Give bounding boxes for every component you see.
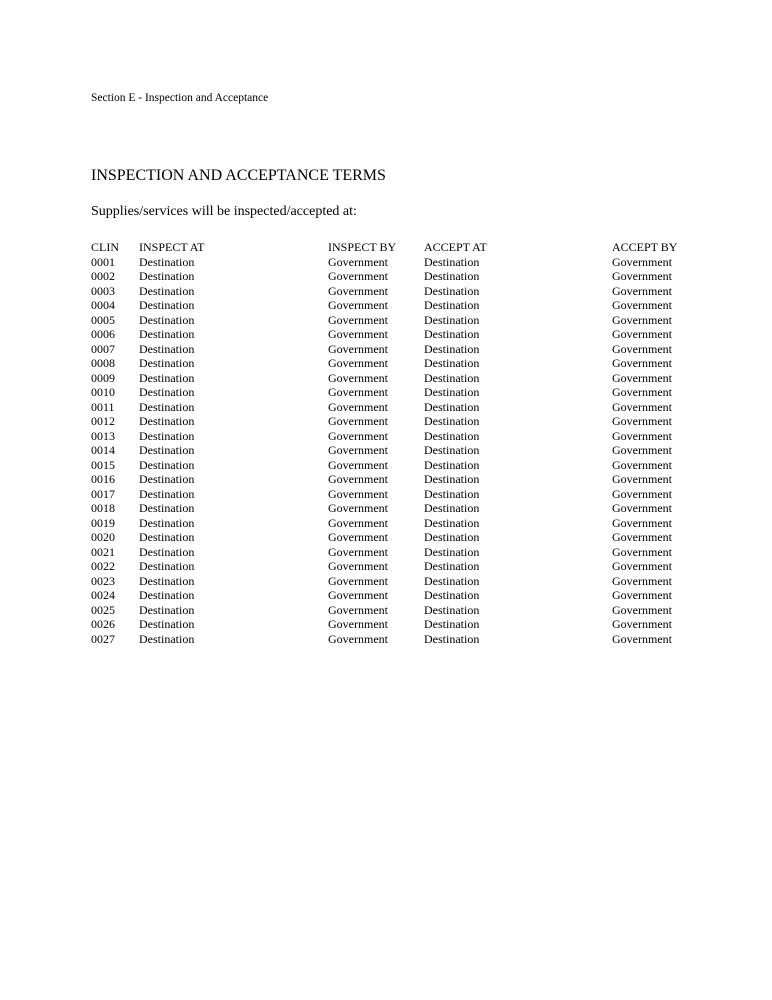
table-cell-accept-at: Destination <box>424 370 480 385</box>
table-cell-inspect-by: Government <box>328 269 388 283</box>
table-cell-inspect-at: Destination <box>139 356 195 370</box>
page-subtitle: Supplies/services will be inspected/accepted at: <box>91 204 357 219</box>
table-cell-inspect-at: Destination <box>139 414 195 428</box>
table-cell-inspect-at: Destination <box>139 530 195 544</box>
table-cell-clin: 0009 <box>91 370 115 385</box>
table-cell-inspect-by: Government <box>328 428 388 443</box>
table-cell-accept-at: Destination <box>424 530 480 544</box>
table-row <box>91 458 711 473</box>
table-cell-inspect-at: Destination <box>139 588 195 602</box>
table-cell-inspect-by: Government <box>328 544 388 559</box>
table-cell-accept-at: Destination <box>424 428 480 443</box>
table-cell-inspect-at: Destination <box>139 428 195 443</box>
table-cell-accept-by: Government <box>612 269 672 283</box>
inspection-acceptance-table <box>91 240 711 646</box>
table-cell-clin: 0001 <box>91 254 115 269</box>
table-cell-inspect-by: Government <box>328 327 388 341</box>
table-cell-inspect-at: Destination <box>139 573 195 588</box>
table-row <box>91 429 711 444</box>
table-cell-clin: 0014 <box>91 443 115 457</box>
table-row <box>91 588 711 603</box>
table-cell-clin: 0017 <box>91 486 115 501</box>
table-cell-accept-by: Government <box>612 617 672 631</box>
table-cell-accept-at: Destination <box>424 559 480 573</box>
table-cell-inspect-by: Government <box>328 501 388 515</box>
table-cell-inspect-by: Government <box>328 602 388 617</box>
table-row <box>91 516 711 531</box>
table-cell-accept-by: Government <box>612 559 672 573</box>
table-row <box>91 632 711 647</box>
section-header: Section E - Inspection and Acceptance <box>91 92 269 104</box>
table-cell-inspect-at: Destination <box>139 312 195 327</box>
table-cell-accept-by: Government <box>612 414 672 428</box>
table-cell-accept-at: Destination <box>424 573 480 588</box>
table-cell-inspect-by: Government <box>328 298 388 312</box>
table-cell-inspect-at: Destination <box>139 631 195 646</box>
table-cell-clin: 0022 <box>91 559 115 573</box>
table-cell-accept-at: Destination <box>424 472 480 486</box>
table-cell-clin: 0025 <box>91 602 115 617</box>
table-row <box>91 284 711 299</box>
table-cell-accept-at: Destination <box>424 631 480 646</box>
table-cell-accept-at: Destination <box>424 399 480 414</box>
table-cell-accept-by: Government <box>612 544 672 559</box>
table-cell-accept-by: Government <box>612 428 672 443</box>
table-row <box>91 400 711 415</box>
table-cell-accept-by: Government <box>612 254 672 269</box>
table-cell-clin: 0003 <box>91 283 115 298</box>
table-cell-inspect-by: Government <box>328 515 388 530</box>
page-title: INSPECTION AND ACCEPTANCE TERMS <box>91 167 386 184</box>
table-cell-inspect-by: Government <box>328 486 388 501</box>
table-cell-clin: 0002 <box>91 269 115 283</box>
table-cell-accept-at: Destination <box>424 414 480 428</box>
table-cell-inspect-by: Government <box>328 399 388 414</box>
table-cell-inspect-at: Destination <box>139 486 195 501</box>
table-cell-inspect-at: Destination <box>139 515 195 530</box>
table-row <box>91 559 711 574</box>
table-cell-accept-by: Government <box>612 588 672 602</box>
table-cell-accept-at: Destination <box>424 312 480 327</box>
table-cell-accept-at: Destination <box>424 298 480 312</box>
table-row <box>91 327 711 342</box>
table-cell-inspect-at: Destination <box>139 457 195 472</box>
table-cell-accept-by: Government <box>612 399 672 414</box>
table-cell-clin: 0012 <box>91 414 115 428</box>
table-row <box>91 545 711 560</box>
table-row <box>91 385 711 400</box>
table-cell-inspect-at: Destination <box>139 327 195 341</box>
table-cell-inspect-by: Government <box>328 559 388 573</box>
table-cell-inspect-at: Destination <box>139 559 195 573</box>
table-cell-inspect-by: Government <box>328 617 388 631</box>
table-cell-inspect-at: Destination <box>139 617 195 631</box>
table-cell-clin: 0020 <box>91 530 115 544</box>
table-cell-accept-by: Government <box>612 327 672 341</box>
table-cell-accept-by: Government <box>612 530 672 544</box>
table-cell-accept-by: Government <box>612 486 672 501</box>
table-cell-accept-by: Government <box>612 631 672 646</box>
table-row <box>91 530 711 545</box>
table-cell-inspect-at: Destination <box>139 501 195 515</box>
table-cell-clin: 0011 <box>91 399 115 414</box>
table-cell-clin: 0019 <box>91 515 115 530</box>
table-cell-accept-by: Government <box>612 573 672 588</box>
table-cell-inspect-at: Destination <box>139 472 195 486</box>
table-cell-inspect-by: Government <box>328 472 388 486</box>
table-cell-inspect-at: Destination <box>139 341 195 356</box>
table-row <box>91 501 711 516</box>
table-cell-accept-by: Government <box>612 515 672 530</box>
table-cell-inspect-by: Government <box>328 530 388 544</box>
table-cell-accept-at: Destination <box>424 486 480 501</box>
table-cell-inspect-by: Government <box>328 631 388 646</box>
table-cell-inspect-at: Destination <box>139 254 195 269</box>
column-header-inspect-at: INSPECT AT <box>139 240 205 254</box>
table-cell-clin: 0024 <box>91 588 115 602</box>
table-cell-inspect-at: Destination <box>139 298 195 312</box>
table-cell-accept-at: Destination <box>424 617 480 631</box>
table-row <box>91 603 711 618</box>
table-cell-clin: 0023 <box>91 573 115 588</box>
table-cell-accept-by: Government <box>612 283 672 298</box>
table-cell-accept-at: Destination <box>424 254 480 269</box>
column-header-clin: CLIN <box>91 240 119 254</box>
table-row <box>91 472 711 487</box>
table-cell-clin: 0018 <box>91 501 115 515</box>
table-cell-inspect-by: Government <box>328 443 388 457</box>
table-cell-clin: 0006 <box>91 327 115 341</box>
table-cell-inspect-at: Destination <box>139 370 195 385</box>
table-cell-accept-at: Destination <box>424 443 480 457</box>
table-cell-inspect-at: Destination <box>139 385 195 399</box>
table-cell-accept-by: Government <box>612 472 672 486</box>
table-cell-accept-by: Government <box>612 443 672 457</box>
table-cell-accept-at: Destination <box>424 269 480 283</box>
table-cell-accept-at: Destination <box>424 544 480 559</box>
table-cell-accept-at: Destination <box>424 588 480 602</box>
table-cell-accept-at: Destination <box>424 501 480 515</box>
table-cell-accept-by: Government <box>612 385 672 399</box>
table-cell-accept-at: Destination <box>424 602 480 617</box>
table-row <box>91 617 711 632</box>
table-cell-accept-by: Government <box>612 312 672 327</box>
table-cell-clin: 0004 <box>91 298 115 312</box>
table-cell-inspect-at: Destination <box>139 283 195 298</box>
table-cell-accept-at: Destination <box>424 457 480 472</box>
table-cell-accept-at: Destination <box>424 515 480 530</box>
table-cell-inspect-by: Government <box>328 588 388 602</box>
table-cell-clin: 0013 <box>91 428 115 443</box>
table-cell-accept-by: Government <box>612 298 672 312</box>
table-cell-clin: 0027 <box>91 631 115 646</box>
table-cell-inspect-at: Destination <box>139 544 195 559</box>
table-cell-clin: 0010 <box>91 385 115 399</box>
table-cell-inspect-by: Government <box>328 457 388 472</box>
table-row <box>91 356 711 371</box>
table-cell-inspect-by: Government <box>328 254 388 269</box>
table-cell-inspect-by: Government <box>328 385 388 399</box>
table-cell-clin: 0016 <box>91 472 115 486</box>
table-cell-inspect-by: Government <box>328 312 388 327</box>
table-cell-accept-by: Government <box>612 341 672 356</box>
table-cell-inspect-by: Government <box>328 414 388 428</box>
table-cell-accept-at: Destination <box>424 283 480 298</box>
table-cell-inspect-by: Government <box>328 283 388 298</box>
table-cell-accept-at: Destination <box>424 385 480 399</box>
table-row <box>91 255 711 270</box>
table-cell-clin: 0007 <box>91 341 115 356</box>
table-cell-accept-by: Government <box>612 356 672 370</box>
table-cell-inspect-at: Destination <box>139 443 195 457</box>
table-cell-clin: 0026 <box>91 617 115 631</box>
table-row <box>91 269 711 284</box>
table-cell-clin: 0008 <box>91 356 115 370</box>
column-header-accept-at: ACCEPT AT <box>424 240 487 254</box>
table-row <box>91 313 711 328</box>
table-row <box>91 414 711 429</box>
table-cell-clin: 0021 <box>91 544 115 559</box>
table-cell-inspect-at: Destination <box>139 602 195 617</box>
table-cell-accept-by: Government <box>612 501 672 515</box>
table-cell-accept-by: Government <box>612 370 672 385</box>
table-cell-inspect-by: Government <box>328 341 388 356</box>
table-cell-inspect-at: Destination <box>139 269 195 283</box>
table-cell-accept-at: Destination <box>424 327 480 341</box>
table-body <box>91 255 711 647</box>
table-row <box>91 342 711 357</box>
table-row <box>91 371 711 386</box>
table-cell-accept-by: Government <box>612 457 672 472</box>
table-cell-inspect-by: Government <box>328 370 388 385</box>
table-cell-inspect-by: Government <box>328 573 388 588</box>
table-row <box>91 298 711 313</box>
table-row <box>91 574 711 589</box>
table-cell-accept-by: Government <box>612 602 672 617</box>
table-row <box>91 443 711 458</box>
column-header-inspect-by: INSPECT BY <box>328 240 397 254</box>
table-row <box>91 487 711 502</box>
table-cell-accept-at: Destination <box>424 356 480 370</box>
table-cell-accept-at: Destination <box>424 341 480 356</box>
table-cell-clin: 0015 <box>91 457 115 472</box>
table-cell-clin: 0005 <box>91 312 115 327</box>
table-cell-inspect-by: Government <box>328 356 388 370</box>
table-cell-inspect-at: Destination <box>139 399 195 414</box>
column-header-accept-by: ACCEPT BY <box>612 240 678 254</box>
table-header-row <box>91 240 711 255</box>
